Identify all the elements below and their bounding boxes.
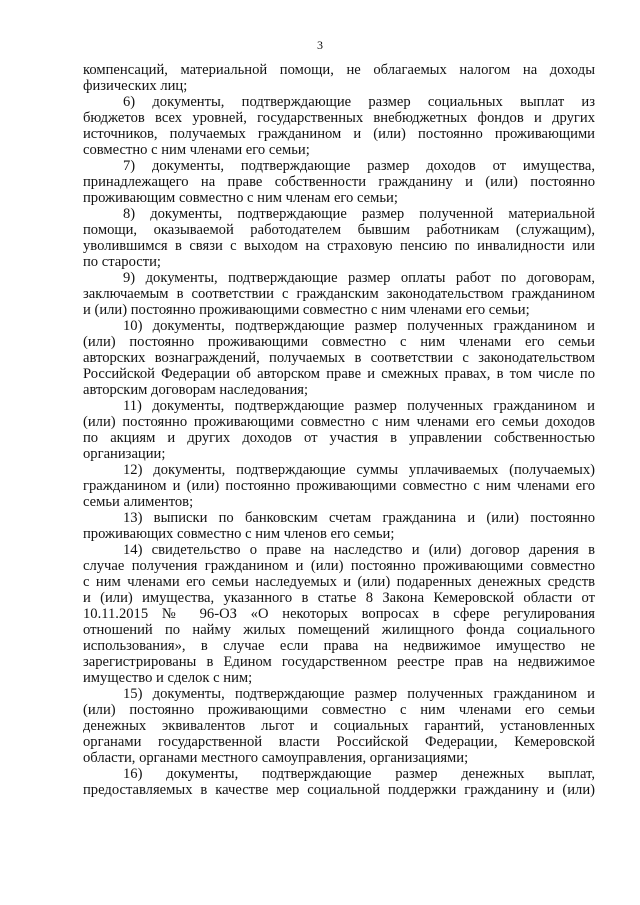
paragraph <box>83 462 595 510</box>
text-line: предоставляемых в качестве мер социальной поддержки гражданину и (или) <box>83 782 595 798</box>
paragraph <box>83 318 595 398</box>
paragraph <box>83 542 595 686</box>
text-line: заключаемым в соответствии с гражданским законодательством гражданином <box>83 286 595 302</box>
text-line: совместно с ним членами его семьи; <box>83 142 310 158</box>
text-line: 10) документы, подтверждающие размер полученных гражданином и <box>123 318 595 334</box>
text-line: 13) выписки по банковским счетам гражданина и (или) постоянно <box>123 510 595 526</box>
paragraph <box>83 510 595 542</box>
text-line: и (или) постоянно проживающими совместно с ним членами его семьи; <box>83 302 530 318</box>
text-line: по акциям и других доходов от участия в управлении собственностью <box>83 430 595 446</box>
text-line: области, органами местного самоуправления, организациями; <box>83 750 469 766</box>
text-line: (или) постоянно проживающими совместно с ним членами его семьи <box>83 702 595 718</box>
text-line: 9) документы, подтверждающие размер оплаты работ по договорам, <box>123 270 595 286</box>
text-line: проживающих совместно с ним членов его семьи; <box>83 526 395 542</box>
paragraph <box>83 398 595 462</box>
text-line: имущество и сделок с ним; <box>83 670 253 686</box>
text-line: 15) документы, подтверждающие размер полученных гражданином и <box>123 686 595 702</box>
text-line: 8) документы, подтверждающие размер полученной материальной <box>123 206 595 222</box>
text-line: (или) постоянно проживающими совместно с ним членами его семьи <box>83 334 595 350</box>
text-line: Российской Федерации об авторском праве и смежных правах, в том числе по <box>83 366 595 382</box>
text-line: 12) документы, подтверждающие суммы уплачиваемых (получаемых) <box>123 462 595 478</box>
text-line: 14) свидетельство о праве на наследство и (или) договор дарения в <box>123 542 595 558</box>
text-line: проживающим совместно с ним членам его семьи; <box>83 190 398 206</box>
document-body <box>83 62 595 798</box>
text-line: организации; <box>83 446 166 462</box>
text-line: случае получения гражданином и (или) постоянно проживающими совместно <box>83 558 595 574</box>
text-line: источников, получаемых гражданином и (или) постоянно проживающими <box>83 126 595 142</box>
text-line: уволившимся в связи с выходом на страховую пенсию по инвалидности или <box>83 238 595 254</box>
text-line: гражданином и (или) постоянно проживающими совместно с ним членами его <box>83 478 595 494</box>
text-line: по старости; <box>83 254 161 270</box>
text-line: помощи, оказываемой работодателем бывшим работникам (служащим), <box>83 222 595 238</box>
text-line: принадлежащего на праве собственности гражданину и (или) постоянно <box>83 174 595 190</box>
text-line: 11) документы, подтверждающие размер полученных гражданином и <box>123 398 595 414</box>
text-line: семьи алиментов; <box>83 494 194 510</box>
text-line: (или) постоянно проживающими совместно с ним членами его семьи доходов <box>83 414 595 430</box>
text-line: 16) документы, подтверждающие размер денежных выплат, <box>123 766 595 782</box>
page-number: 3 <box>317 38 323 52</box>
paragraph <box>83 766 595 798</box>
text-line: авторских вознаграждений, получаемых в соответствии с законодательством <box>83 350 595 366</box>
text-line: отношений по найму жилых помещений жилищного фонда социального <box>83 622 595 638</box>
text-line: бюджетов всех уровней, государственных внебюджетных фондов и других <box>83 110 595 126</box>
paragraph <box>83 686 595 766</box>
text-line: с ним членами его семьи наследуемых и (или) подаренных денежных средств <box>83 574 595 590</box>
text-line: и (или) имущества, указанного в статье 8 Закона Кемеровской области от <box>83 590 595 606</box>
paragraph <box>83 94 595 158</box>
text-line: 6) документы, подтверждающие размер социальных выплат из <box>123 94 595 110</box>
paragraph <box>83 158 595 206</box>
text-line: зарегистрированы в Едином государственном реестре прав на недвижимое <box>83 654 595 670</box>
text-line: авторским договорам наследования; <box>83 382 309 398</box>
text-line: органами государственной власти Российской Федерации, Кемеровской <box>83 734 595 750</box>
paragraph <box>83 270 595 318</box>
paragraph <box>83 206 595 270</box>
text-line: денежных эквивалентов льгот и социальных гарантий, установленных <box>83 718 595 734</box>
text-line: 7) документы, подтверждающие размер доходов от имущества, <box>123 158 595 174</box>
text-line: компенсаций, материальной помощи, не облагаемых налогом на доходы <box>83 62 595 78</box>
paragraph <box>83 62 595 94</box>
text-line: 10.11.2015 № 96-ОЗ «О некоторых вопросах в сфере регулирования <box>83 606 595 622</box>
text-line: физических лиц; <box>83 78 188 94</box>
text-line: использования», в случае если права на недвижимое имущество не <box>83 638 595 654</box>
